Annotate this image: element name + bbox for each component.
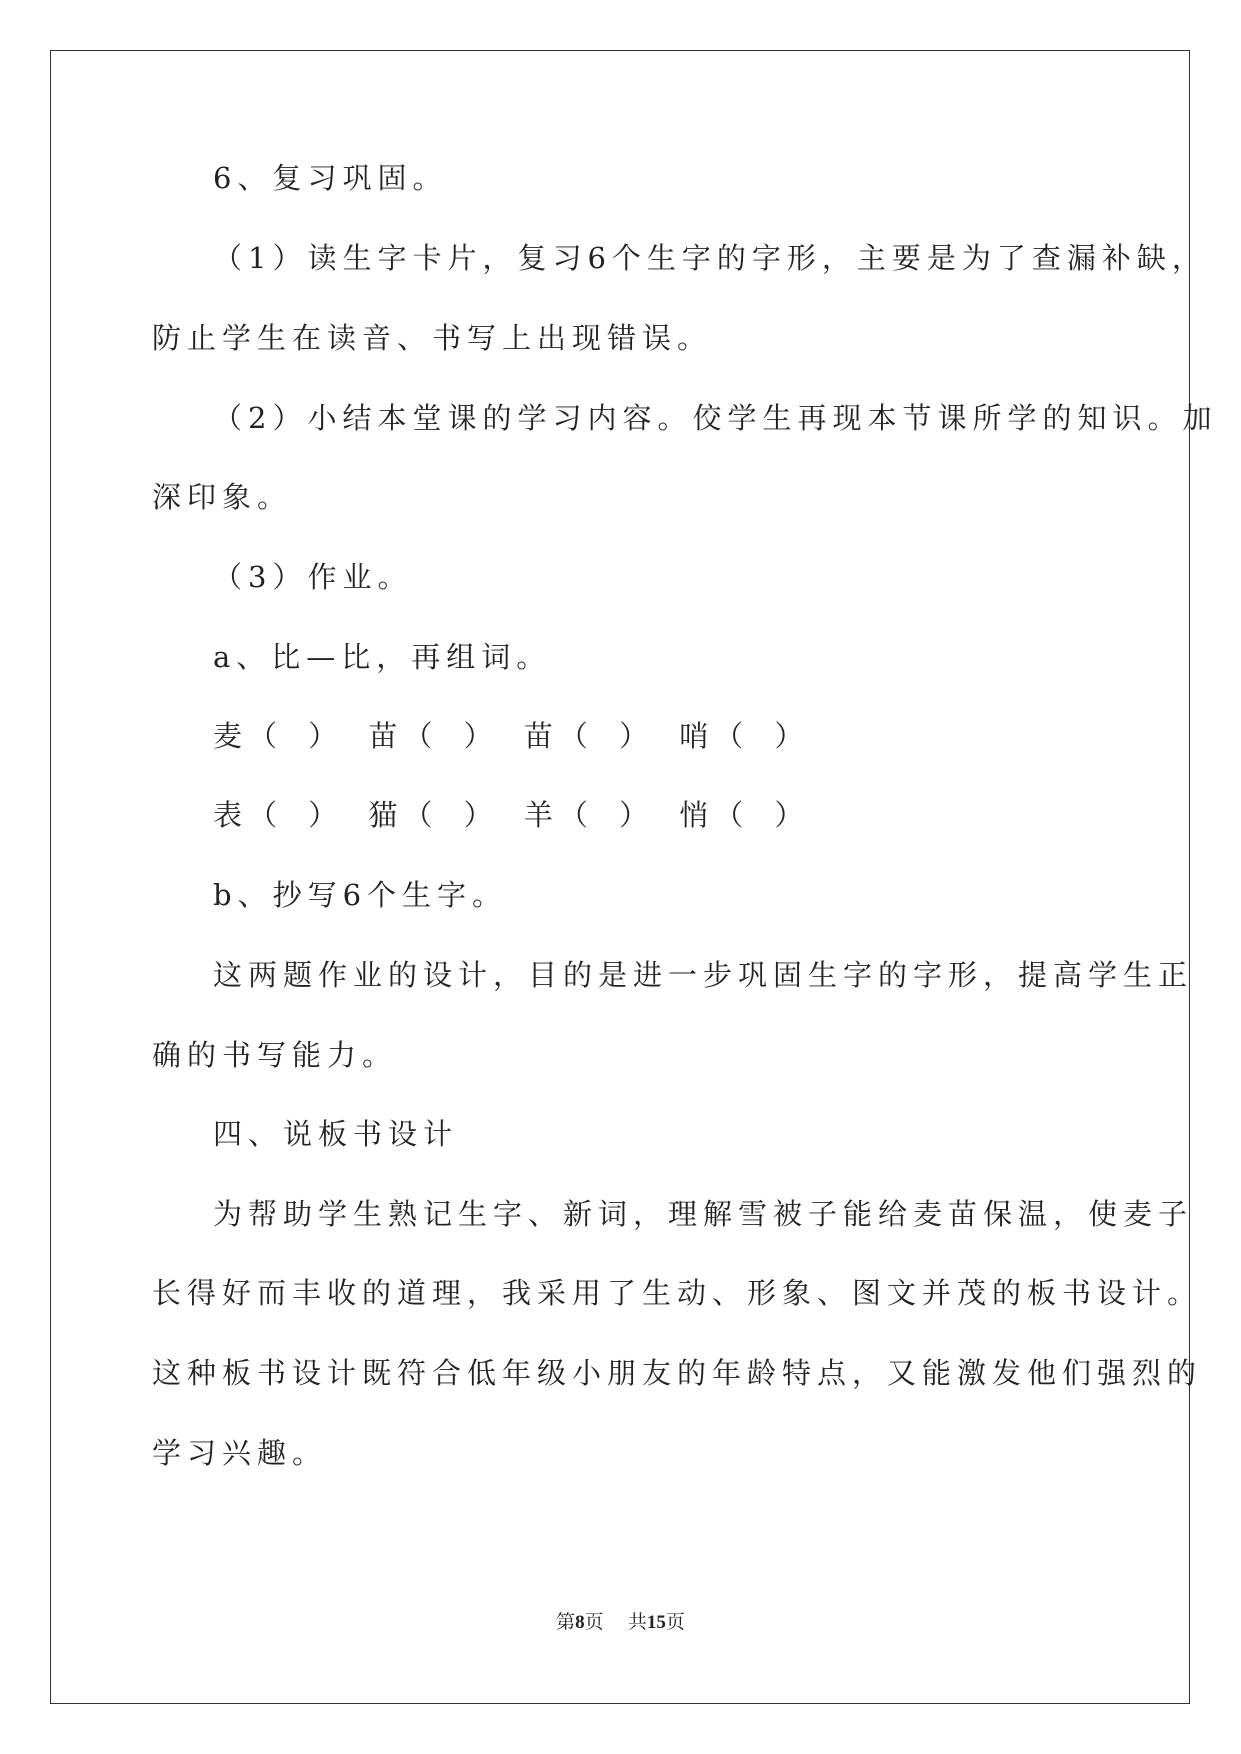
text-line: 学习兴趣。 [152,1436,328,1470]
text-line: 防止学生在读音、书写上出现错误。 [152,321,713,355]
text-line: 这两题作业的设计，目的是进一步巩固生字的字形，提高学生正 [213,958,1194,992]
footer-prefix: 第 [556,1611,576,1633]
page-footer [0,1610,1241,1635]
footer-total-prefix: 共 [627,1611,647,1633]
text-line: 确的书写能力。 [152,1038,398,1072]
text-line: 这种板书设计既符合低年级小朋友的年龄特点，又能激发他们强烈的 [152,1356,1203,1390]
footer-page-suffix: 页 [584,1611,604,1633]
footer-total-pages: 15 [646,1612,666,1633]
text-line: 四、说板书设计 [213,1117,459,1151]
text-line: 6、复习巩固。 [213,161,448,195]
text-line: （2）小结本堂课的学习内容。佼学生再现本节课所学的知识。加 [213,401,1218,435]
text-line: 长得好而丰收的道理，我采用了生动、形象、图文并茂的板书设计。 [152,1276,1203,1310]
text-line: 表（ ） 猫（ ） 羊（ ） 悄（ ） [213,798,810,832]
footer-total-suffix: 页 [665,1611,685,1633]
text-line: 深印象。 [152,480,293,514]
text-line: （1）读生字卡片，复习6个生字的字形，主要是为了查漏补缺， [213,241,1207,275]
text-line: 麦（ ） 苗（ ） 苗（ ） 哨（ ） [213,719,810,753]
text-line: 为帮助学生熟记生字、新词，理解雪被子能给麦苗保温，使麦子 [213,1197,1194,1231]
footer-page-number: 8 [575,1612,585,1633]
text-line: b、抄写6个生字。 [213,878,508,912]
text-line: （3）作业。 [213,560,413,594]
text-line: a、比—比，再组词。 [213,640,552,674]
